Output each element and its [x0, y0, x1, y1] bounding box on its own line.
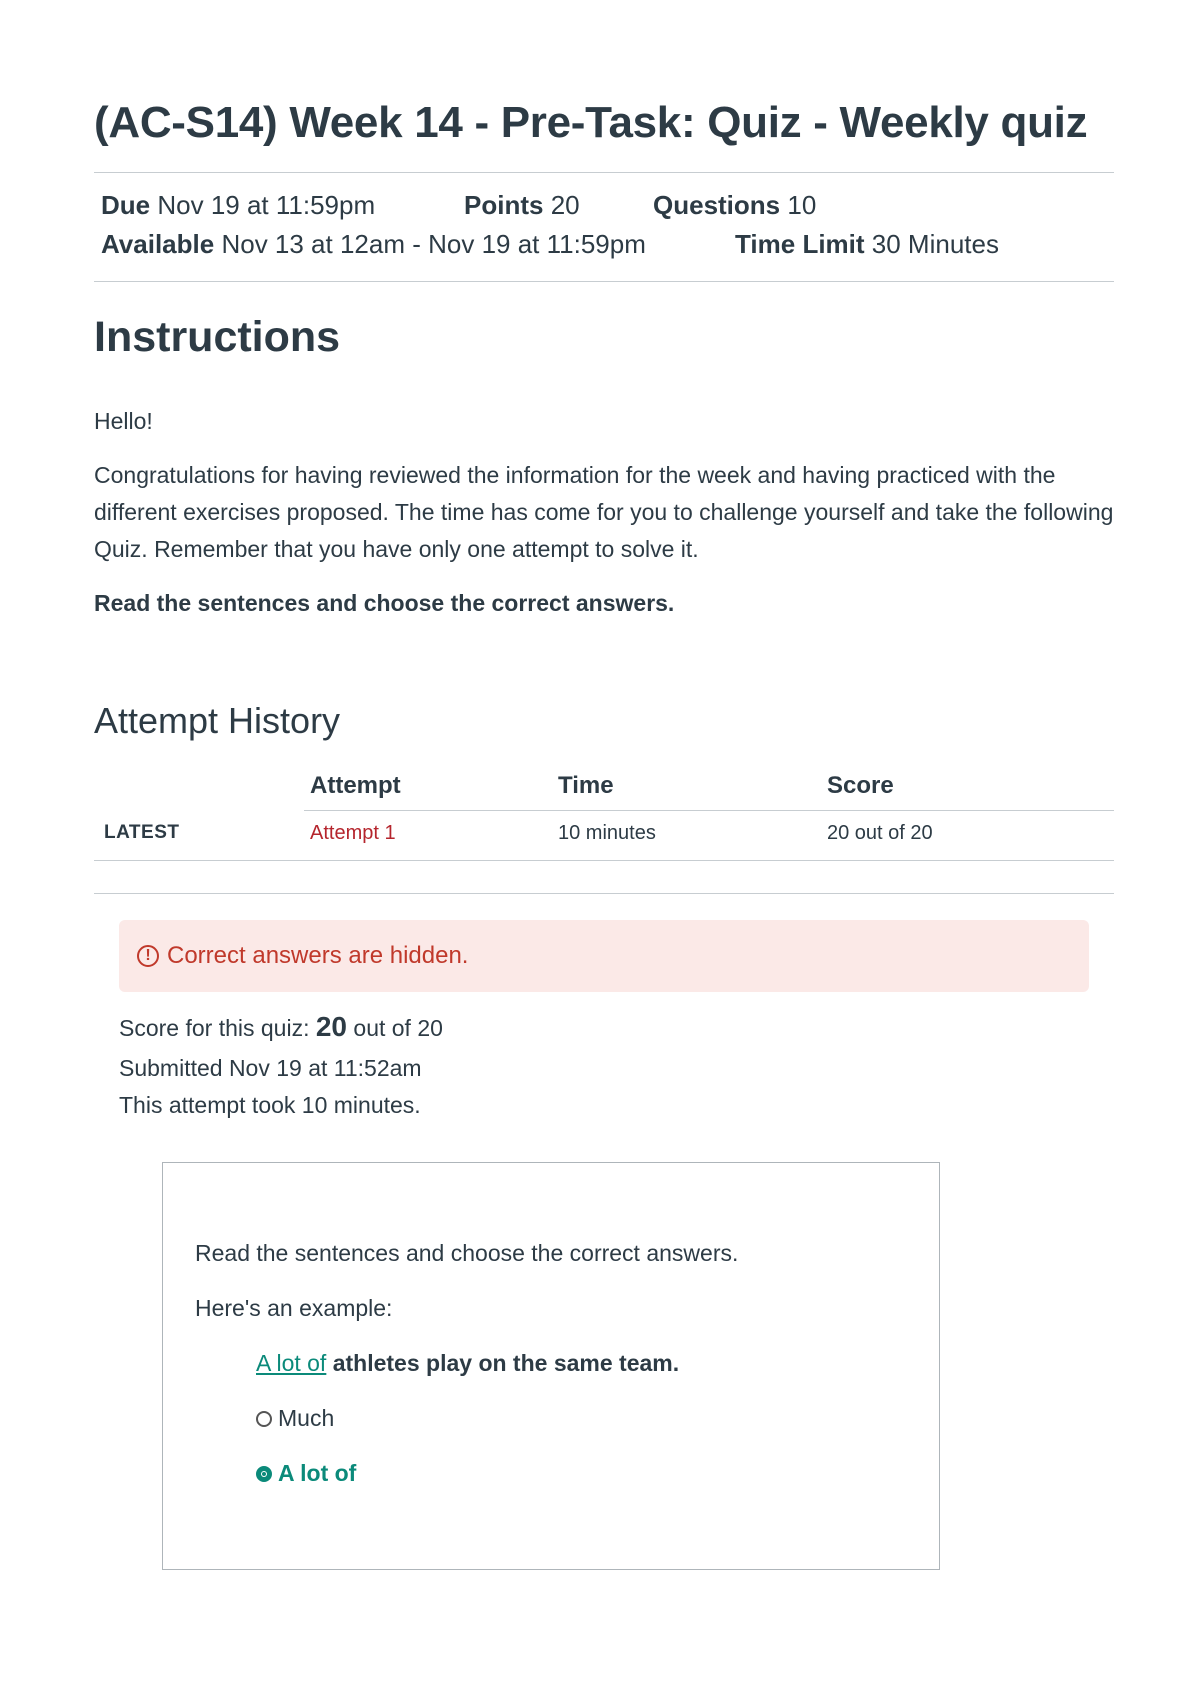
- example-intro: Here's an example:: [195, 1295, 393, 1321]
- available-label: Available: [101, 229, 215, 259]
- meta-divider: [94, 281, 1114, 282]
- attempt-1-link[interactable]: Attempt 1: [310, 822, 396, 844]
- due-field: [101, 190, 375, 221]
- attempt-history-heading: Attempt History: [94, 700, 341, 741]
- option-label: Much: [278, 1405, 335, 1431]
- answers-hidden-alert: [119, 920, 1089, 992]
- column-header-time: Time: [558, 772, 614, 799]
- table-header-divider: [304, 810, 1114, 811]
- example-answer: A lot of: [256, 1350, 327, 1376]
- attempt-time: 10 minutes: [558, 822, 656, 844]
- question-box: [162, 1162, 940, 1570]
- score-suffix: out of 20: [353, 1015, 443, 1041]
- attempt-history-table: [94, 762, 1114, 862]
- option-label: A lot of: [278, 1460, 357, 1486]
- attempt-score: 20 out of 20: [827, 822, 933, 844]
- instructions-greeting: Hello!: [94, 408, 153, 434]
- warning-icon: !: [137, 945, 159, 967]
- available-value: Nov 13 at 12am - Nov 19 at 11:59pm: [221, 229, 646, 259]
- due-value: Nov 19 at 11:59pm: [157, 190, 376, 220]
- column-header-attempt: Attempt: [310, 772, 401, 799]
- example-sentence: [256, 1350, 679, 1377]
- quiz-title: (AC-S14) Week 14 - Pre-Task: Quiz - Weekly quiz: [94, 98, 1088, 147]
- question-prompt: Read the sentences and choose the correct answers.: [195, 1240, 739, 1266]
- latest-tag: LATEST: [104, 822, 180, 843]
- points-label: Points: [464, 190, 544, 220]
- time-limit-value: 30 Minutes: [871, 229, 999, 259]
- questions-label: Questions: [653, 190, 781, 220]
- available-field: [101, 229, 646, 260]
- example-rest: athletes play on the same team.: [332, 1350, 680, 1376]
- radio-unselected-icon[interactable]: [256, 1411, 272, 1427]
- radio-selected-icon[interactable]: [256, 1466, 272, 1482]
- score-value: 20: [315, 1011, 348, 1042]
- score-prefix: Score for this quiz:: [119, 1015, 310, 1041]
- time-limit-label: Time Limit: [735, 229, 865, 259]
- alert-text: Correct answers are hidden.: [167, 942, 469, 969]
- table-row-divider: [94, 860, 1114, 861]
- option-much[interactable]: [256, 1405, 334, 1432]
- due-label: Due: [101, 190, 151, 220]
- option-a-lot-of[interactable]: [256, 1460, 356, 1487]
- section-divider: [94, 893, 1114, 894]
- column-header-score: Score: [827, 772, 894, 799]
- points-field: [464, 190, 580, 221]
- instructions-heading: Instructions: [94, 313, 341, 361]
- duration-text: This attempt took 10 minutes.: [119, 1092, 421, 1118]
- time-limit-field: [735, 229, 999, 260]
- questions-field: [653, 190, 816, 221]
- quiz-score: [119, 1011, 443, 1043]
- questions-value: 10: [787, 190, 817, 220]
- submitted-text: Submitted Nov 19 at 11:52am: [119, 1055, 422, 1081]
- instructions-body: Congratulations for having reviewed the information for the week and having practiced with the different exercises proposed. The time has come for you to challenge yourself and take the following Quiz. Remember that you have only one attempt to solve it.: [94, 462, 1114, 562]
- points-value: 20: [550, 190, 580, 220]
- instructions-directive: Read the sentences and choose the correct answers.: [94, 590, 675, 616]
- title-divider: [94, 172, 1114, 173]
